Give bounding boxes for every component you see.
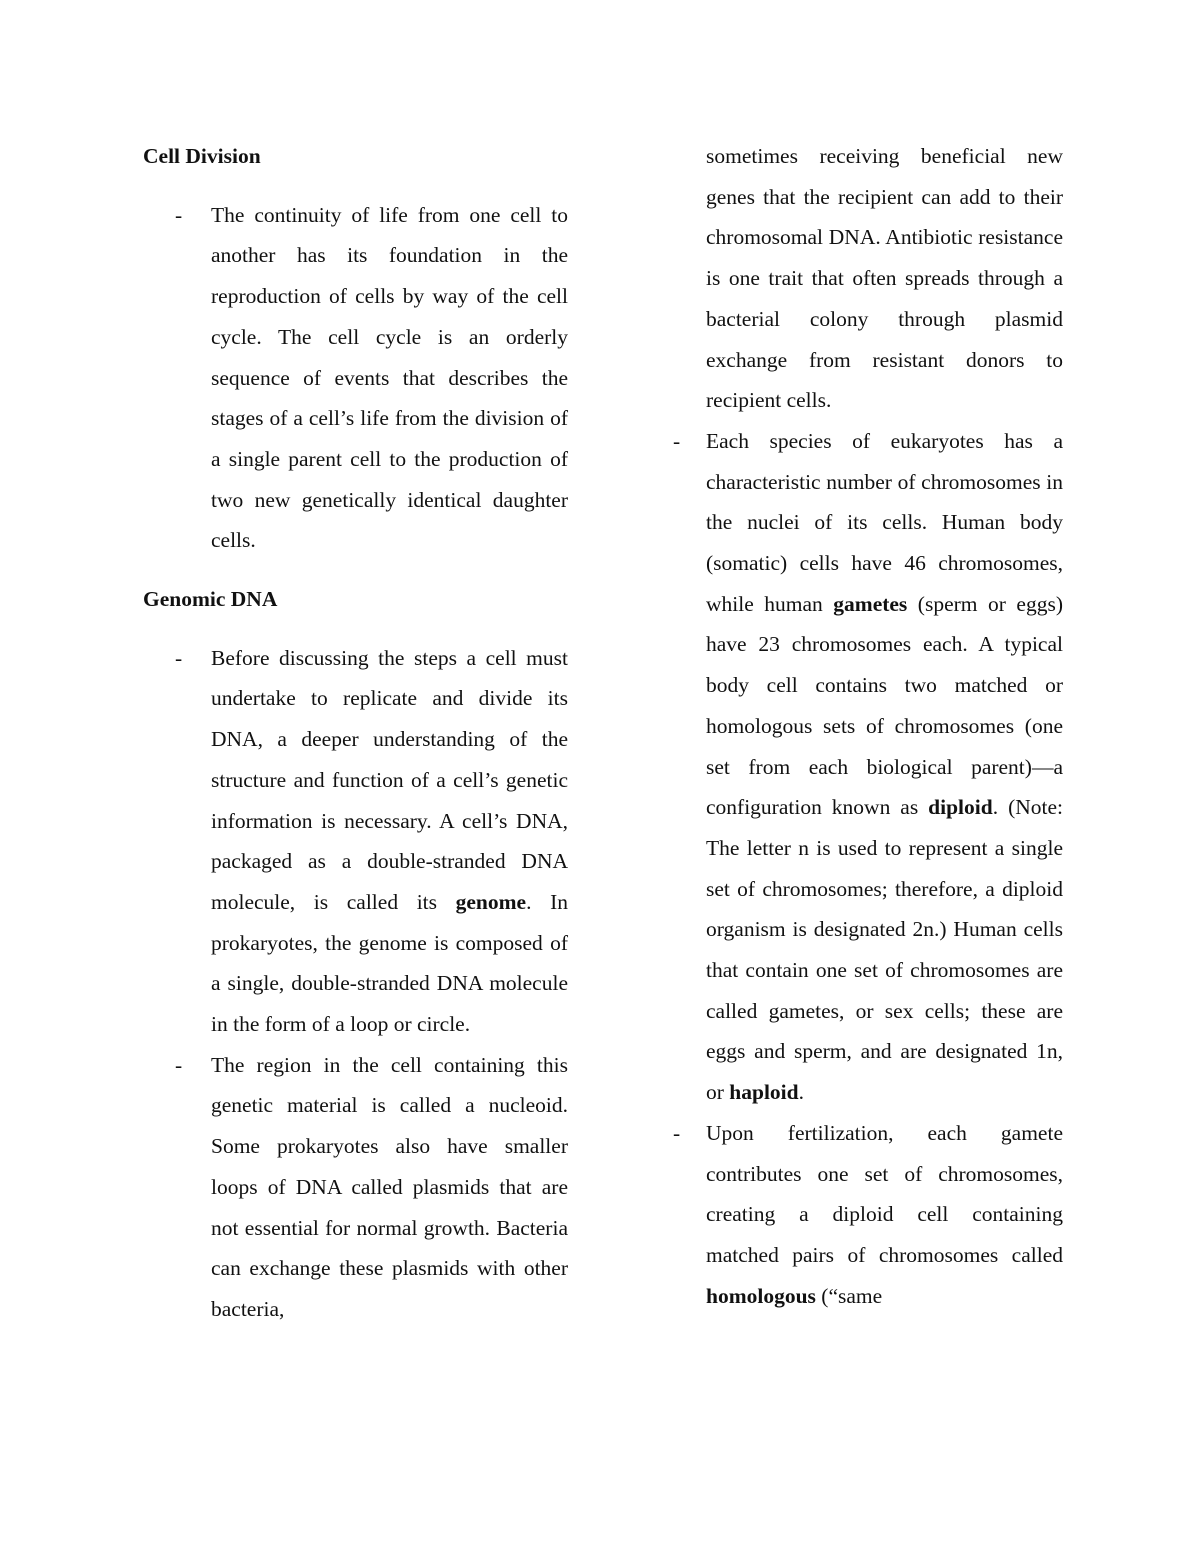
bullet-dash: - (175, 202, 183, 227)
heading-genomic-dna: Genomic DNA (143, 587, 278, 612)
term-haploid: haploid (729, 1080, 799, 1105)
term-genome: genome (455, 889, 527, 914)
bullet-dash: - (175, 645, 183, 670)
left-column (143, 136, 568, 1330)
list-item-nucleoid: - The region in the cell containing this genetic material is called a nucleoid. Some prokaryotes also have smaller loops of DNA called plasmids that are not essential for normal growth. Bacteria can exchange these plasmids with other bacteria, (143, 1045, 568, 1330)
term-homologous: homologous (706, 1283, 816, 1308)
term-gametes: gametes (833, 591, 908, 616)
list-item-chromosomes: - Each species of eukaryotes has a characteristic number of chromosomes in the nuclei of its cells. Human body (somatic) cells have 46 chromosomes, while human gametes (sperm or eggs) have 23 chromosomes each. A typical body cell contains two matched or homologous sets of chromosomes (one set from each biological parent)—a configuration known as diploid. (Note: The letter n is used to represent a single set of chromosomes; therefore, a diploid organism is designated 2n.) Human cells that contain one set of chromosomes are called gametes, or sex cells; these are eggs and sperm, and are designated 1n, or haploid. (673, 421, 1063, 1113)
term-diploid: diploid (928, 795, 993, 820)
list-item-genome: - Before discussing the steps a cell must undertake to replicate and divide its DNA, a deeper understanding of the structure and function of a cell’s genetic information is necessary. A cell’s DNA, packaged as a double-stranded DNA molecule, is called its genome. In prokaryotes, the genome is composed of a single, double-stranded DNA molecule in the form of a loop or circle. (143, 638, 568, 1045)
list-item-fertilization: - Upon fertilization, each gamete contributes one set of chromosomes, creating a diploid cell containing matched pairs of chromosomes called homologous (“same (673, 1113, 1063, 1317)
continued-paragraph-plasmids: sometimes receiving beneficial new genes that the recipient can add to their chromosomal DNA. Antibiotic resistance is one trait that often spreads through a bacterial colony through plasmid exchange from resistant donors to recipient cells. (706, 144, 1063, 413)
list-item-cell-cycle: - The continuity of life from one cell to another has its foundation in the reproduction of cells by way of the cell cycle. The cell cycle is an orderly sequence of events that describes the stages of a cell’s life from the division of a single parent cell to the production of two new genetically identical daughter cells. (143, 195, 568, 561)
right-column (673, 136, 1063, 1316)
bullet-dash: - (175, 1052, 183, 1077)
bullet-dash: - (673, 1120, 681, 1145)
heading-cell-division: Cell Division (143, 144, 261, 168)
bullet-dash: - (673, 428, 681, 453)
